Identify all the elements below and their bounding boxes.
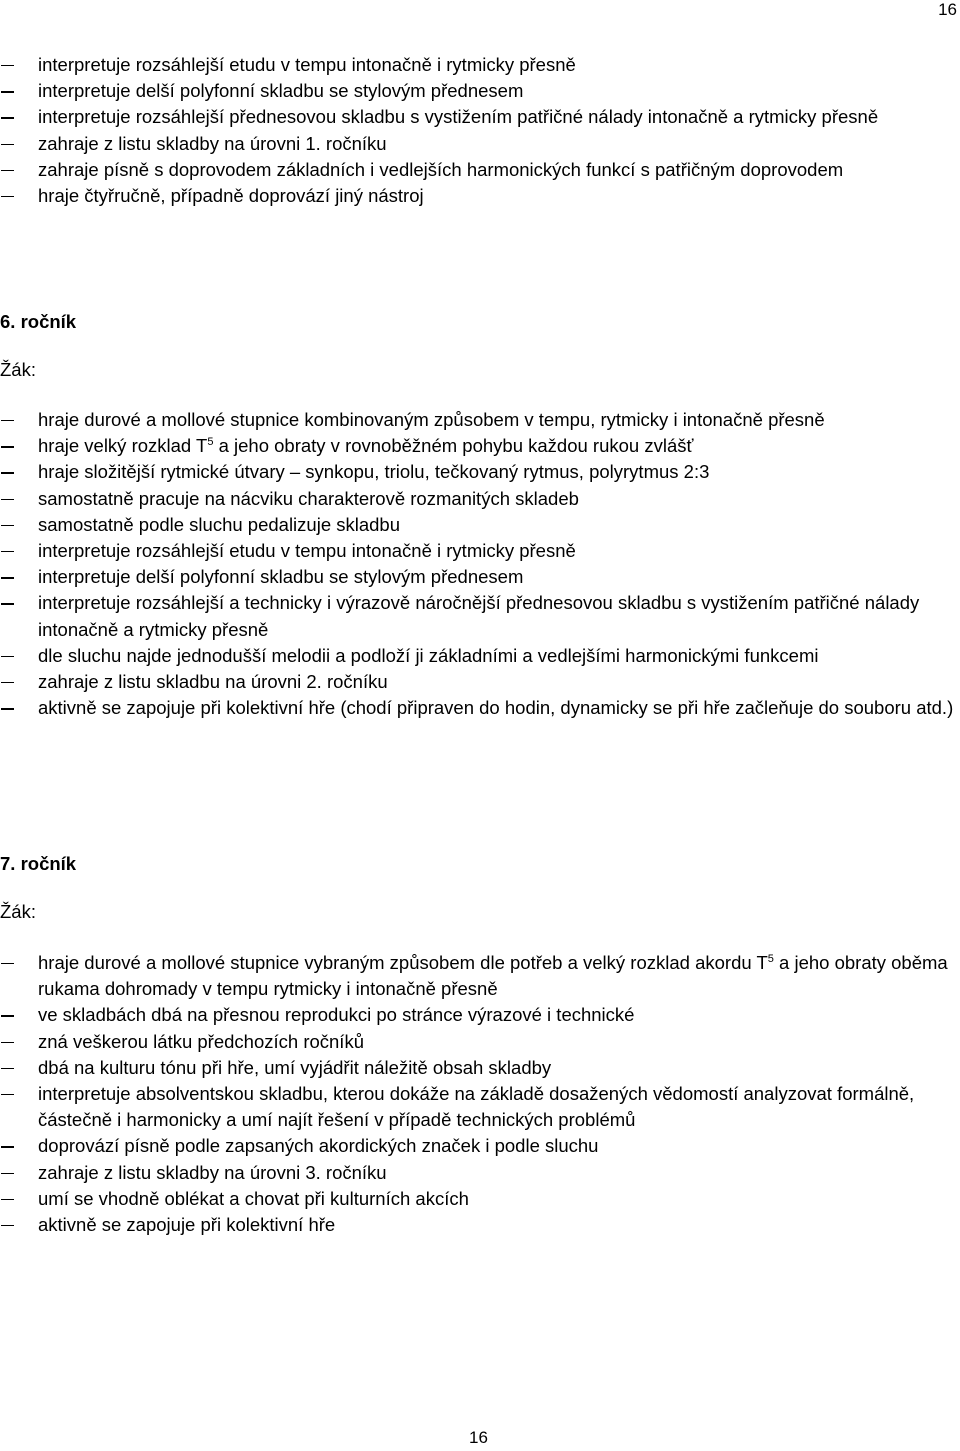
list-item: hraje složitější rytmické útvary – synkopu, triolu, tečkovaný rytmus, polyrytmus 2:3	[0, 459, 960, 485]
list-item: interpretuje rozsáhlejší přednesovou skladbu s vystižením patřičné nálady intonačně a rytmicky přesně	[0, 104, 960, 130]
list-item: umí se vhodně oblékat a chovat při kulturních akcích	[0, 1186, 960, 1212]
list-item: hraje čtyřručně, případně doprovází jiný nástroj	[0, 183, 960, 209]
list-item: interpretuje rozsáhlejší etudu v tempu intonačně i rytmicky přesně	[0, 538, 960, 564]
grade-6-heading: 6. ročník	[0, 311, 77, 332]
superscript: 5	[207, 436, 214, 449]
list-item	[0, 950, 960, 1002]
list-item: interpretuje absolventskou skladbu, kterou dokáže na základě dosažených vědomostí analyzovat formálně, částečně i harmonicky a umí najít řešení v případě technických problémů	[0, 1081, 960, 1133]
list-item: interpretuje delší polyfonní skladbu se stylovým přednesem	[0, 78, 960, 104]
list-item	[0, 433, 960, 459]
list-item: dle sluchu najde jednodušší melodii a podloží ji základními a vedlejšími harmonickými funkcemi	[0, 643, 960, 669]
list-item: zahraje z listu skladby na úrovni 3. ročníku	[0, 1160, 960, 1186]
list-item-text: hraje durové a mollové stupnice vybraným způsobem dle potřeb a velký rozklad akordu T	[38, 952, 768, 973]
list-item: zahraje písně s doprovodem základních i vedlejších harmonických funkcí s patřičným doprovodem	[0, 157, 960, 183]
list-item: interpretuje delší polyfonní skladbu se stylovým přednesem	[0, 564, 960, 590]
list-item: ve skladbách dbá na přesnou reprodukci po stránce výrazové i technické	[0, 1002, 960, 1028]
grade-7-heading: 7. ročník	[0, 853, 77, 874]
list-item: samostatně pracuje na nácviku charakterově rozmanitých skladeb	[0, 486, 960, 512]
list-item: zahraje z listu skladbu na úrovni 2. ročníku	[0, 669, 960, 695]
grade-7-student-label: Žák:	[0, 901, 36, 922]
page-number-bottom: 16	[469, 1428, 488, 1447]
previous-section	[0, 52, 960, 209]
list-item: doprovází písně podle zapsaných akordických značek i podle sluchu	[0, 1133, 960, 1159]
grade-7-section	[0, 950, 960, 1238]
list-item: interpretuje rozsáhlejší a technicky i výrazově náročnější přednesovou skladbu s vystižením patřičné nálady intonačně a rytmicky přesně	[0, 590, 960, 642]
list-item: hraje durové a mollové stupnice kombinovaným způsobem v tempu, rytmicky i intonačně přesně	[0, 407, 960, 433]
list-item-text: a jeho obraty oběma rukama dohromady v tempu rytmicky i intonačně přesně	[38, 952, 948, 1000]
grade-7-list	[0, 950, 960, 1238]
list-item: interpretuje rozsáhlejší etudu v tempu intonačně i rytmicky přesně	[0, 52, 960, 78]
list-item: zná veškerou látku předchozích ročníků	[0, 1029, 960, 1055]
grade-6-section	[0, 407, 960, 721]
list-item: samostatně podle sluchu pedalizuje skladbu	[0, 512, 960, 538]
list-item-text: a jeho obraty v rovnoběžném pohybu každou rukou zvlášť	[213, 435, 694, 457]
list-item: dbá na kulturu tónu při hře, umí vyjádřit náležitě obsah skladby	[0, 1055, 960, 1081]
list-item: zahraje z listu skladby na úrovni 1. ročníku	[0, 131, 960, 157]
superscript: 5	[767, 952, 774, 965]
list-item: aktivně se zapojuje při kolektivní hře (chodí připraven do hodin, dynamicky se při hře začleňuje do souboru atd.)	[0, 695, 960, 721]
previous-section-list	[0, 52, 960, 209]
grade-6-student-label: Žák:	[0, 359, 36, 380]
list-item: aktivně se zapojuje při kolektivní hře	[0, 1212, 960, 1238]
list-item-text: hraje velký rozklad T	[38, 435, 208, 457]
grade-6-list	[0, 407, 960, 721]
page-number-top: 16	[938, 0, 957, 19]
